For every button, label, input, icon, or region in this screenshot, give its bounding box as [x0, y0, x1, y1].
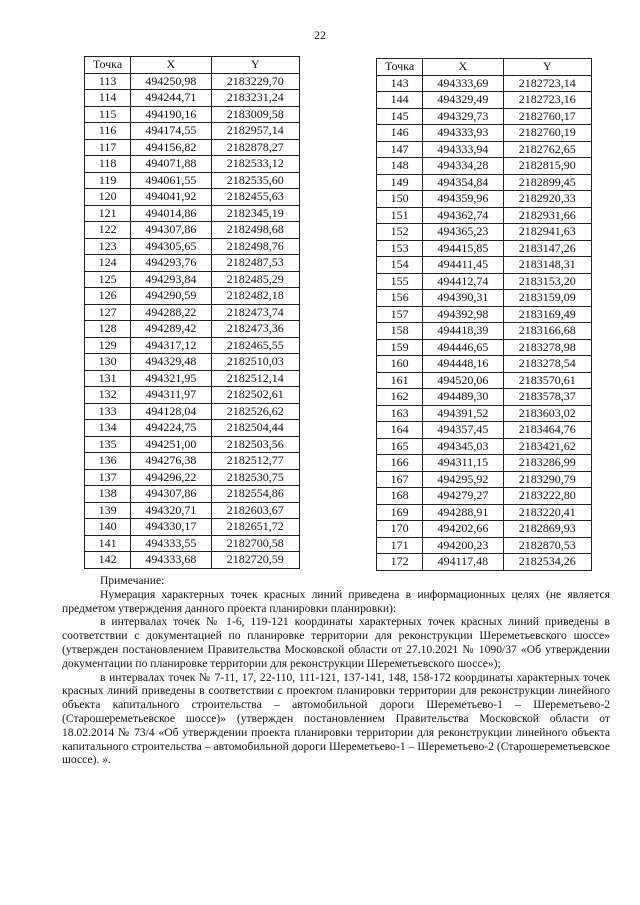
table-row [85, 304, 300, 321]
note-paragraph: в интервалах точек № 7-11, 17, 22-110, 111-121, 137-141, 148, 158-172 координаты характерных точек красных линий приведены в соответствии с проектом планировки территории для реконструкции линейного объекта капитального строительства – автомобильной дороги Шереметьево-1 – Шереметьево-2 (Старошереметьевское шоссе)» (утвержден постановлением Правительства Московской области от 18.02.2014 № 73/4 «Об утверждении проекта планировки территории для реконструкции линейного объекта капитального строительства – автомобильной дороги Шереметьево-1 – Шереметьево-2 (Старошереметьевское шоссе). ». [62, 670, 610, 767]
x-coordinate-cell: 494293,84 [131, 271, 211, 288]
y-coordinate-cell: 2182931,66 [503, 207, 591, 224]
x-coordinate-cell: 494289,42 [131, 321, 211, 338]
point-number-cell: 146 [377, 125, 423, 142]
x-coordinate-cell: 494307,86 [131, 486, 211, 503]
x-coordinate-cell: 494345,03 [423, 438, 503, 455]
y-coordinate-cell: 2183147,26 [503, 240, 591, 257]
table-row [377, 405, 592, 422]
x-coordinate-cell: 494489,30 [423, 389, 503, 406]
x-coordinate-cell: 494333,68 [131, 552, 211, 569]
y-coordinate-cell: 2183009,58 [211, 106, 299, 123]
y-coordinate-cell: 2182869,93 [503, 521, 591, 538]
point-number-cell: 140 [85, 519, 131, 536]
y-coordinate-cell: 2182815,90 [503, 158, 591, 175]
y-coordinate-cell: 2182760,17 [503, 108, 591, 125]
table-row [377, 257, 592, 274]
y-coordinate-cell: 2182502,61 [211, 387, 299, 404]
point-number-cell: 138 [85, 486, 131, 503]
y-coordinate-cell: 2182526,62 [211, 403, 299, 420]
y-coordinate-cell: 2183166,68 [503, 323, 591, 340]
y-coordinate-cell: 2182498,76 [211, 238, 299, 255]
point-number-cell: 163 [377, 405, 423, 422]
x-coordinate-cell: 494362,74 [423, 207, 503, 224]
y-coordinate-cell: 2182510,03 [211, 354, 299, 371]
y-coordinate-cell: 2182603,67 [211, 502, 299, 519]
y-coordinate-cell: 2183570,61 [503, 372, 591, 389]
x-coordinate-cell: 494174,55 [131, 123, 211, 140]
x-coordinate-cell: 494329,48 [131, 354, 211, 371]
table-row [377, 92, 592, 109]
table-row [377, 339, 592, 356]
table-row [377, 554, 592, 571]
point-number-cell: 147 [377, 141, 423, 158]
y-coordinate-cell: 2183603,02 [503, 405, 591, 422]
x-coordinate-cell: 494333,94 [423, 141, 503, 158]
point-number-cell: 160 [377, 356, 423, 373]
point-number-cell: 134 [85, 420, 131, 437]
table-row [377, 108, 592, 125]
y-coordinate-cell: 2182473,36 [211, 321, 299, 338]
table-row [85, 205, 300, 222]
x-coordinate-cell: 494418,39 [423, 323, 503, 340]
table-row [85, 354, 300, 371]
point-number-cell: 127 [85, 304, 131, 321]
x-coordinate-cell: 494390,31 [423, 290, 503, 307]
table-row [85, 288, 300, 305]
point-number-cell: 158 [377, 323, 423, 340]
y-coordinate-cell: 2182651,72 [211, 519, 299, 536]
table-row [377, 224, 592, 241]
point-number-cell: 143 [377, 75, 423, 92]
table-row [85, 370, 300, 387]
y-coordinate-cell: 2182920,33 [503, 191, 591, 208]
x-coordinate-cell: 494290,59 [131, 288, 211, 305]
y-coordinate-cell: 2182498,68 [211, 222, 299, 239]
x-coordinate-cell: 494311,15 [423, 455, 503, 472]
header-y: Y [503, 59, 591, 76]
table-row [85, 222, 300, 239]
table-row [377, 306, 592, 323]
y-coordinate-cell: 2183159,09 [503, 290, 591, 307]
y-coordinate-cell: 2183278,98 [503, 339, 591, 356]
table-row [377, 504, 592, 521]
x-coordinate-cell: 494288,91 [423, 504, 503, 521]
table-row [85, 535, 300, 552]
table-row [85, 321, 300, 338]
point-number-cell: 172 [377, 554, 423, 571]
x-coordinate-cell: 494293,76 [131, 255, 211, 272]
table-row [85, 387, 300, 404]
table-row [85, 156, 300, 173]
y-coordinate-cell: 2182345,19 [211, 205, 299, 222]
y-coordinate-cell: 2182700,58 [211, 535, 299, 552]
point-number-cell: 148 [377, 158, 423, 175]
table-row [377, 488, 592, 505]
point-number-cell: 141 [85, 535, 131, 552]
table-row [85, 139, 300, 156]
table-row [85, 453, 300, 470]
y-coordinate-cell: 2183231,24 [211, 90, 299, 107]
note-paragraph: Нумерация характерных точек красных линий приведена в информационных целях (не является предметом утверждения данного проекта планировки планировки): [62, 587, 610, 615]
y-coordinate-cell: 2182723,16 [503, 92, 591, 109]
x-coordinate-cell: 494320,71 [131, 502, 211, 519]
x-coordinate-cell: 494128,04 [131, 403, 211, 420]
point-number-cell: 115 [85, 106, 131, 123]
y-coordinate-cell: 2182482,18 [211, 288, 299, 305]
point-number-cell: 117 [85, 139, 131, 156]
table-row [377, 158, 592, 175]
table-row [377, 521, 592, 538]
x-coordinate-cell: 494333,93 [423, 125, 503, 142]
point-number-cell: 169 [377, 504, 423, 521]
point-number-cell: 156 [377, 290, 423, 307]
point-number-cell: 168 [377, 488, 423, 505]
y-coordinate-cell: 2182899,45 [503, 174, 591, 191]
point-number-cell: 165 [377, 438, 423, 455]
point-number-cell: 157 [377, 306, 423, 323]
y-coordinate-cell: 2182485,29 [211, 271, 299, 288]
x-coordinate-cell: 494200,23 [423, 537, 503, 554]
table-row [377, 290, 592, 307]
y-coordinate-cell: 2183578,37 [503, 389, 591, 406]
note-title: Примечание: [100, 574, 165, 587]
point-number-cell: 130 [85, 354, 131, 371]
y-coordinate-cell: 2182723,14 [503, 75, 591, 92]
point-number-cell: 154 [377, 257, 423, 274]
point-number-cell: 142 [85, 552, 131, 569]
coordinates-table-right [376, 58, 592, 571]
page-number: 22 [314, 28, 326, 42]
x-coordinate-cell: 494311,97 [131, 387, 211, 404]
point-number-cell: 124 [85, 255, 131, 272]
x-coordinate-cell: 494365,23 [423, 224, 503, 241]
x-coordinate-cell: 494520,06 [423, 372, 503, 389]
table-row [85, 486, 300, 503]
x-coordinate-cell: 494411,45 [423, 257, 503, 274]
header-point: Точка [85, 57, 131, 74]
table-row [85, 238, 300, 255]
x-coordinate-cell: 494061,55 [131, 172, 211, 189]
y-coordinate-cell: 2183421,62 [503, 438, 591, 455]
y-coordinate-cell: 2182941,63 [503, 224, 591, 241]
table-row [377, 273, 592, 290]
y-coordinate-cell: 2182957,14 [211, 123, 299, 140]
point-number-cell: 164 [377, 422, 423, 439]
table-row [85, 90, 300, 107]
point-number-cell: 114 [85, 90, 131, 107]
y-coordinate-cell: 2182530,75 [211, 469, 299, 486]
coordinates-table-left [84, 56, 300, 569]
point-number-cell: 144 [377, 92, 423, 109]
table-row [377, 389, 592, 406]
point-number-cell: 126 [85, 288, 131, 305]
table-row [377, 422, 592, 439]
y-coordinate-cell: 2183464,76 [503, 422, 591, 439]
y-coordinate-cell: 2182512,77 [211, 453, 299, 470]
table-row [377, 125, 592, 142]
y-coordinate-cell: 2183169,49 [503, 306, 591, 323]
table-row [85, 123, 300, 140]
y-coordinate-cell: 2183286,99 [503, 455, 591, 472]
point-number-cell: 151 [377, 207, 423, 224]
x-coordinate-cell: 494446,65 [423, 339, 503, 356]
header-x: X [423, 59, 503, 76]
x-coordinate-cell: 494041,92 [131, 189, 211, 206]
table-row [85, 519, 300, 536]
table-row [85, 271, 300, 288]
y-coordinate-cell: 2182487,53 [211, 255, 299, 272]
x-coordinate-cell: 494244,71 [131, 90, 211, 107]
x-coordinate-cell: 494412,74 [423, 273, 503, 290]
table-header-row [377, 59, 592, 76]
x-coordinate-cell: 494448,16 [423, 356, 503, 373]
point-number-cell: 170 [377, 521, 423, 538]
point-number-cell: 135 [85, 436, 131, 453]
y-coordinate-cell: 2182533,12 [211, 156, 299, 173]
point-number-cell: 145 [377, 108, 423, 125]
x-coordinate-cell: 494330,17 [131, 519, 211, 536]
x-coordinate-cell: 494307,86 [131, 222, 211, 239]
point-number-cell: 129 [85, 337, 131, 354]
table-row [377, 174, 592, 191]
table-row [377, 323, 592, 340]
table-row [377, 537, 592, 554]
x-coordinate-cell: 494295,92 [423, 471, 503, 488]
x-coordinate-cell: 494202,66 [423, 521, 503, 538]
x-coordinate-cell: 494354,84 [423, 174, 503, 191]
table-row [85, 189, 300, 206]
point-number-cell: 121 [85, 205, 131, 222]
point-number-cell: 159 [377, 339, 423, 356]
table-row [377, 356, 592, 373]
x-coordinate-cell: 494250,98 [131, 73, 211, 90]
x-coordinate-cell: 494415,85 [423, 240, 503, 257]
point-number-cell: 167 [377, 471, 423, 488]
point-number-cell: 136 [85, 453, 131, 470]
y-coordinate-cell: 2182535,60 [211, 172, 299, 189]
table-row [85, 337, 300, 354]
point-number-cell: 139 [85, 502, 131, 519]
point-number-cell: 149 [377, 174, 423, 191]
header-point: Точка [377, 59, 423, 76]
point-number-cell: 161 [377, 372, 423, 389]
x-coordinate-cell: 494392,98 [423, 306, 503, 323]
x-coordinate-cell: 494296,22 [131, 469, 211, 486]
x-coordinate-cell: 494329,73 [423, 108, 503, 125]
table-row [85, 73, 300, 90]
x-coordinate-cell: 494329,49 [423, 92, 503, 109]
point-number-cell: 125 [85, 271, 131, 288]
y-coordinate-cell: 2182455,63 [211, 189, 299, 206]
table-row [85, 106, 300, 123]
point-number-cell: 128 [85, 321, 131, 338]
point-number-cell: 166 [377, 455, 423, 472]
point-number-cell: 113 [85, 73, 131, 90]
point-number-cell: 153 [377, 240, 423, 257]
table-row [85, 172, 300, 189]
table-row [85, 420, 300, 437]
y-coordinate-cell: 2183222,80 [503, 488, 591, 505]
point-number-cell: 171 [377, 537, 423, 554]
y-coordinate-cell: 2182762,65 [503, 141, 591, 158]
y-coordinate-cell: 2182554,86 [211, 486, 299, 503]
table-row [377, 372, 592, 389]
x-coordinate-cell: 494251,00 [131, 436, 211, 453]
x-coordinate-cell: 494117,48 [423, 554, 503, 571]
table-row [85, 502, 300, 519]
point-number-cell: 123 [85, 238, 131, 255]
point-number-cell: 162 [377, 389, 423, 406]
header-y: Y [211, 57, 299, 74]
y-coordinate-cell: 2183148,31 [503, 257, 591, 274]
table-row [85, 469, 300, 486]
y-coordinate-cell: 2182504,44 [211, 420, 299, 437]
table-header-row [85, 57, 300, 74]
note-paragraph: в интервалах точек № 1-6, 119-121 координаты характерных точек красных линий приведены в соответствии с документацией по планировке территории для реконструкции Шереметьевского шоссе» (утвержден постановлением Правительства Московской области от 27.10.2021 № 1090/37 «Об утверждении документации по планировке территории для реконструкции Шереметьевского шоссе»); [62, 615, 610, 670]
table-row [85, 403, 300, 420]
y-coordinate-cell: 2182720,59 [211, 552, 299, 569]
point-number-cell: 118 [85, 156, 131, 173]
header-x: X [131, 57, 211, 74]
x-coordinate-cell: 494321,95 [131, 370, 211, 387]
x-coordinate-cell: 494317,12 [131, 337, 211, 354]
x-coordinate-cell: 494333,55 [131, 535, 211, 552]
x-coordinate-cell: 494279,27 [423, 488, 503, 505]
point-number-cell: 131 [85, 370, 131, 387]
y-coordinate-cell: 2183290,79 [503, 471, 591, 488]
x-coordinate-cell: 494305,65 [131, 238, 211, 255]
table-row [377, 455, 592, 472]
x-coordinate-cell: 494391,52 [423, 405, 503, 422]
x-coordinate-cell: 494014,86 [131, 205, 211, 222]
point-number-cell: 133 [85, 403, 131, 420]
y-coordinate-cell: 2183278,54 [503, 356, 591, 373]
x-coordinate-cell: 494156,82 [131, 139, 211, 156]
point-number-cell: 152 [377, 224, 423, 241]
y-coordinate-cell: 2182534,26 [503, 554, 591, 571]
x-coordinate-cell: 494224,75 [131, 420, 211, 437]
note-section [62, 574, 610, 767]
table-row [377, 438, 592, 455]
y-coordinate-cell: 2183229,70 [211, 73, 299, 90]
table-row [85, 552, 300, 569]
table-row [377, 191, 592, 208]
x-coordinate-cell: 494359,96 [423, 191, 503, 208]
y-coordinate-cell: 2182465,55 [211, 337, 299, 354]
x-coordinate-cell: 494276,38 [131, 453, 211, 470]
x-coordinate-cell: 494288,22 [131, 304, 211, 321]
point-number-cell: 119 [85, 172, 131, 189]
table-row [85, 255, 300, 272]
point-number-cell: 137 [85, 469, 131, 486]
y-coordinate-cell: 2182512,14 [211, 370, 299, 387]
table-row [377, 471, 592, 488]
y-coordinate-cell: 2182473,74 [211, 304, 299, 321]
y-coordinate-cell: 2183153,20 [503, 273, 591, 290]
y-coordinate-cell: 2182760,19 [503, 125, 591, 142]
table-row [377, 240, 592, 257]
y-coordinate-cell: 2182878,27 [211, 139, 299, 156]
table-row [85, 436, 300, 453]
x-coordinate-cell: 494190,16 [131, 106, 211, 123]
point-number-cell: 150 [377, 191, 423, 208]
x-coordinate-cell: 494333,69 [423, 75, 503, 92]
table-row [377, 75, 592, 92]
point-number-cell: 120 [85, 189, 131, 206]
x-coordinate-cell: 494334,28 [423, 158, 503, 175]
x-coordinate-cell: 494357,45 [423, 422, 503, 439]
y-coordinate-cell: 2182503,56 [211, 436, 299, 453]
point-number-cell: 132 [85, 387, 131, 404]
x-coordinate-cell: 494071,88 [131, 156, 211, 173]
table-row [377, 207, 592, 224]
point-number-cell: 116 [85, 123, 131, 140]
y-coordinate-cell: 2182870,53 [503, 537, 591, 554]
point-number-cell: 155 [377, 273, 423, 290]
table-row [377, 141, 592, 158]
point-number-cell: 122 [85, 222, 131, 239]
y-coordinate-cell: 2183220,41 [503, 504, 591, 521]
